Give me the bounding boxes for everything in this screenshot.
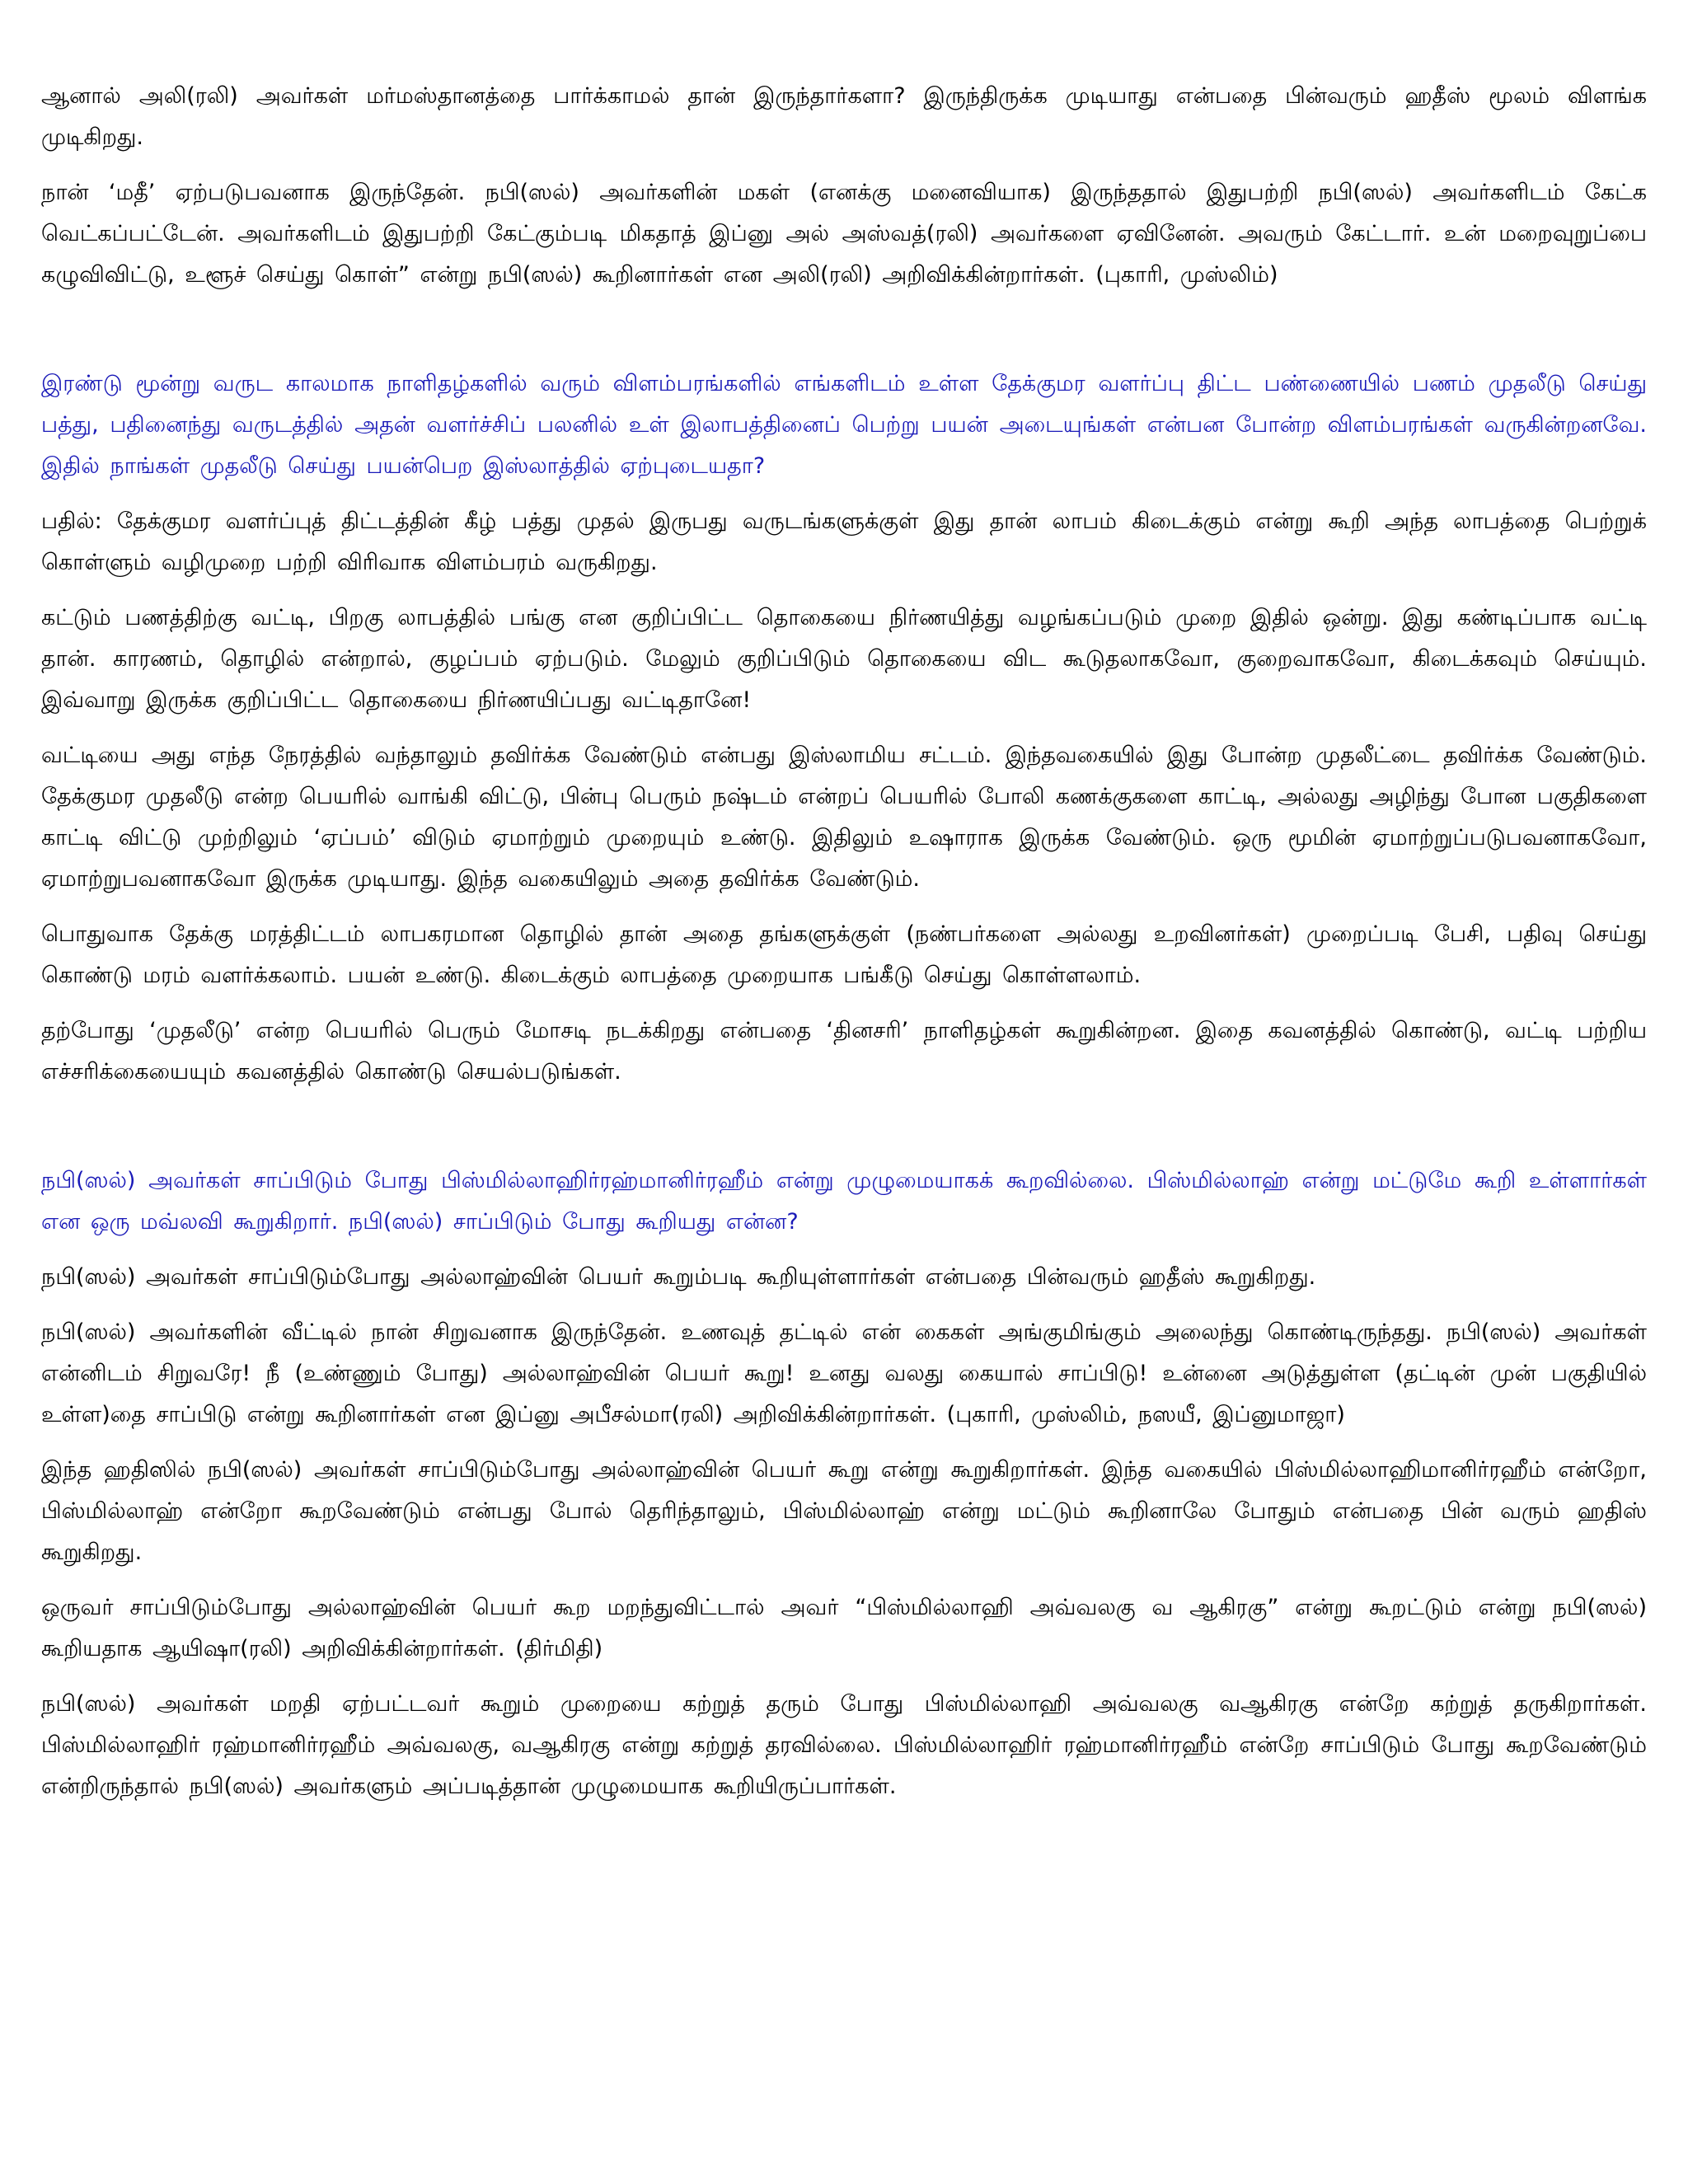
question-heading: நபி(ஸல்) அவர்கள் சாப்பிடும் போது பிஸ்மில்லாஹிர்ரஹ்மானிர்ரஹீம் என்று முழுமையாகக் கூறவில்லை. பிஸ்மில்லாஹ் என்று மட்டுமே கூறி உள்ளார்கள் என ஒரு மவ்லவி கூறுகிறார். நபி(ஸல்) சாப்பிடும் போது கூறியது என்ன? — [41, 1168, 1647, 1235]
section-spacer — [41, 310, 1647, 363]
paragraph: தற்போது ‘முதலீடு’ என்ற பெயரில் பெரும் மோசடி நடக்கிறது என்பதை ‘தினசரி’ நாளிதழ்கள் கூறுகின்றன. இதை கவனத்தில் கொண்டு, வட்டி பற்றிய எச்சரிக்கையையும் கவனத்தில் கொண்டு செயல்படுங்கள். — [41, 1018, 1647, 1085]
section-spacer — [41, 1107, 1647, 1160]
paragraph: இந்த ஹதிஸில் நபி(ஸல்) அவர்கள் சாப்பிடும்போது அல்லாஹ்வின் பெயர் கூறு என்று கூறுகிறார்கள். இந்த வகையில் பிஸ்மில்லாஹிமானிர்ரஹீம் என்றோ, பிஸ்மில்லாஹ் என்றோ கூறவேண்டும் என்பது போல் தெரிந்தாலும், பிஸ்மில்லாஹ் என்று மட்டும் கூறினாலே போதும் என்பதை பின் வரும் ஹதிஸ் கூறுகிறது. — [41, 1457, 1647, 1565]
section-teak-investment — [41, 363, 1647, 1093]
paragraph: நபி(ஸல்) அவர்கள் சாப்பிடும்போது அல்லாஹ்வின் பெயர் கூறும்படி கூறியுள்ளார்கள் என்பதை பின்வரும் ஹதீஸ் கூறுகிறது. — [41, 1264, 1316, 1290]
answer-paragraph: பதில்: தேக்குமர வளர்ப்புத் திட்டத்தின் கீழ் பத்து முதல் இருபது வருடங்களுக்குள் இது தான் லாபம் கிடைக்கும் என்று கூறி அந்த லாபத்தை பெற்றுக் கொள்ளும் வழிமுறை பற்றி விரிவாக விளம்பரம் வருகிறது. — [41, 509, 1647, 575]
paragraph: கட்டும் பணத்திற்கு வட்டி, பிறகு லாபத்தில் பங்கு என குறிப்பிட்ட தொகையை நிர்ணயித்து வழங்கப்படும் முறை இதில் ஒன்று. இது கண்டிப்பாக வட்டி தான். காரணம், தொழில் என்றால், குழப்பம் ஏற்படும். மேலும் குறிப்பிடும் தொகையை விட கூடுதலாகவோ, குறைவாகவோ, கிடைக்கவும் செய்யும். இவ்வாறு இருக்க குறிப்பிட்ட தொகையை நிர்ணயிப்பது வட்டிதானே! — [41, 605, 1647, 713]
document-page — [41, 76, 1647, 1821]
paragraph: வட்டியை அது எந்த நேரத்தில் வந்தாலும் தவிர்க்க வேண்டும் என்பது இஸ்லாமிய சட்டம். இந்தவகையில் இது போன்ற முதலீட்டை தவிர்க்க வேண்டும். தேக்குமர முதலீடு என்ற பெயரில் வாங்கி விட்டு, பின்பு பெரும் நஷ்டம் என்றப் பெயரில் போலி கணக்குகளை காட்டி, அல்லது அழிந்து போன பகுதிகளை காட்டி விட்டு முற்றிலும் ‘ஏப்பம்’ விடும் ஏமாற்றும் முறையும் உண்டு. இதிலும் உஷாராக இருக்க வேண்டும். ஒரு மூமின் ஏமாற்றுப்படுபவனாகவோ, ஏமாற்றுபவனாகவோ இருக்க முடியாது. இந்த வகையிலும் அதை தவிர்க்க வேண்டும். — [41, 743, 1647, 892]
paragraph: நபி(ஸல்) அவர்களின் வீட்டில் நான் சிறுவனாக இருந்தேன். உணவுத் தட்டில் என் கைகள் அங்குமிங்கும் அலைந்து கொண்டிருந்தது. நபி(ஸல்) அவர்கள் என்னிடம் சிறுவரே! நீ (உண்ணும் போது) அல்லாஹ்வின் பெயர் கூறு! உனது வலது கையால் சாப்பிடு! உன்னை அடுத்துள்ள (தட்டின் முன் பகுதியில் உள்ள)தை சாப்பிடு என்று கூறினார்கள் என இப்னு அபீசல்மா(ரலி) அறிவிக்கின்றார்கள். (புகாரி, முஸ்லிம், நஸயீ, இப்னுமாஜா) — [41, 1319, 1647, 1427]
paragraph: நான் ‘மதீ’ ஏற்படுபவனாக இருந்தேன். நபி(ஸல்) அவர்களின் மகள் (எனக்கு மனைவியாக) இருந்ததால் இதுபற்றி நபி(ஸல்) அவர்களிடம் கேட்க வெட்கப்பட்டேன். அவர்களிடம் இதுபற்றி கேட்கும்படி மிகதாத் இப்னு அல் அஸ்வத்(ரலி) அவர்களை ஏவினேன். அவரும் கேட்டார். உன் மறைவுறுப்பை கழுவிவிட்டு, உளூச் செய்து கொள்” என்று நபி(ஸல்) கூறினார்கள் என அலி(ரலி) அறிவிக்கின்றார்கள். (புகாரி, முஸ்லிம்) — [41, 180, 1647, 288]
paragraph: ஆனால் அலி(ரலி) அவர்கள் மர்மஸ்தானத்தை பார்க்காமல் தான் இருந்தார்களா? இருந்திருக்க முடியாது என்பதை பின்வரும் ஹதீஸ் மூலம் விளங்க முடிகிறது. — [41, 83, 1647, 150]
paragraph: ஒருவர் சாப்பிடும்போது அல்லாஹ்வின் பெயர் கூற மறந்துவிட்டால் அவர் “பிஸ்மில்லாஹி அவ்வலகு வ ஆகிரகு” என்று கூறட்டும் என்று நபி(ஸல்) கூறியதாக ஆயிஷா(ரலி) அறிவிக்கின்றார்கள். (திர்மிதி) — [41, 1595, 1647, 1661]
paragraph: பொதுவாக தேக்கு மரத்திட்டம் லாபகரமான தொழில் தான் அதை தங்களுக்குள் (நண்பர்களை அல்லது உறவினர்கள்) முறைப்படி பேசி, பதிவு செய்து கொண்டு மரம் வளர்க்கலாம். பயன் உண்டு. கிடைக்கும் லாபத்தை முறையாக பங்கீடு செய்து கொள்ளலாம். — [41, 921, 1647, 988]
question-heading: இரண்டு மூன்று வருட காலமாக நாளிதழ்களில் வரும் விளம்பரங்களில் எங்களிடம் உள்ள தேக்குமர வளர்ப்பு திட்ட பண்ணையில் பணம் முதலீடு செய்து பத்து, பதினைந்து வருடத்தில் அதன் வளர்ச்சிப் பலனில் உள் இலாபத்தினைப் பெற்று பயன் அடையுங்கள் என்பன போன்ற விளம்பரங்கள் வருகின்றனவே. இதில் நாங்கள் முதலீடு செய்து பயன்பெற இஸ்லாத்தில் ஏற்புடையதா? — [41, 371, 1647, 479]
section-bismillah-eating — [41, 1160, 1647, 1807]
paragraph: நபி(ஸல்) அவர்கள் மறதி ஏற்பட்டவர் கூறும் முறையை கற்றுத் தரும் போது பிஸ்மில்லாஹி அவ்வலகு வஆகிரகு என்றே கற்றுத் தருகிறார்கள். பிஸ்மில்லாஹிர் ரஹ்மானிர்ரஹீம் அவ்வலகு, வஆகிரகு என்று கற்றுத் தரவில்லை. பிஸ்மில்லாஹிர் ரஹ்மானிர்ரஹீம் என்றே சாப்பிடும் போது கூறவேண்டும் என்றிருந்தால் நபி(ஸல்) அவர்களும் அப்படித்தான் முழுமையாக கூறியிருப்பார்கள். — [41, 1691, 1647, 1799]
section-hadith-madhi — [41, 76, 1647, 296]
